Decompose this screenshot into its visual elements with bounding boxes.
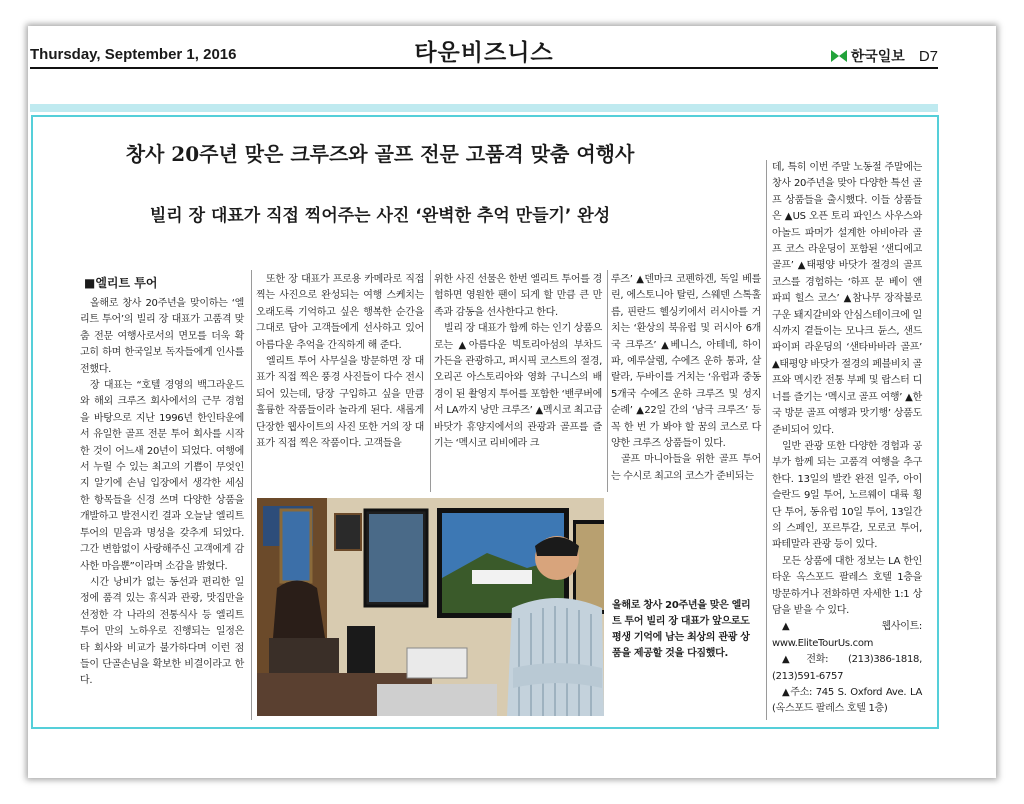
article-photo [257,498,604,716]
contact-website: ▲웹사이트: www.EliteTourUs.com [772,621,922,649]
office-photo-illustration [257,498,604,716]
byline: ■엘리트 투어 [84,276,158,290]
paragraph: 골프 마니아들을 위한 골프 투어는 수시로 최고의 코스가 준비되는 [611,454,761,482]
ad-top-band [30,104,938,112]
section-title: 타운비즈니스 [414,40,554,66]
article-headline: 창사 20주년 맞은 크루즈와 골프 전문 고품격 맞춤 여행사 [125,142,635,166]
page-header [30,34,938,64]
article-column-3 [434,272,602,452]
article-column-5 [772,160,922,718]
masthead-brand [831,46,938,66]
article-column-1 [80,296,244,690]
article-subhead: 빌리 장 대표가 직접 찍어주는 사진 ‘완벽한 추억 만들기’ 완성 [149,206,611,226]
column-divider [251,270,252,720]
paragraph: 루즈’ ▲덴마크 코펜하겐, 독일 베를린, 에스토니아 탈린, 스웨덴 스톡홀름, 핀란드 헬싱키에서 러시아를 거치는 ‘환상의 북유럽 및 러시아 6개국 크루즈’ ▲베니스, 아테네, 하이파, 예루살렘, 수에즈 운하 통과, 살랄라, 두바이를 거치는 ‘유럽과 중동 5개국 수에즈 운하 크루즈 및 성지순례’ ▲22일 간의 ‘남극 크루즈’ 등 꼭 한 번 가 봐야 할 꿈의 코스로 다양한 크루즈 상품들이 있다. [611,274,761,450]
column-divider [607,270,608,492]
paragraph: 엘리트 투어 사무실을 방문하면 장 대표가 직접 찍은 풍경 사진들이 다수 전시되어 있는데, 당장 구입하고 싶을 만큼 훌륭한 작품들이라 놀라게 된다. 새롭게 단장한 웹사이트의 사진 또한 거의 장 대표가 직접 찍은 작품이다. 고객들을 [256,356,424,450]
paragraph: 빌리 장 대표가 함께 하는 인기 상품으로는 ▲아름다운 빅토리아섬의 부차드 가든을 관광하고, 퍼시픽 코스트의 절경, 오리곤 아스토리아와 영화 구니스의 배경이 된 촬영지 투어를 포함한 ‘밴쿠버에서 LA까지 낭만 크루즈’ ▲멕시코 최고급 바닷가 휴양지에서의 관광과 골프를 즐기는 ‘멕시코 리비에라 크 [434,323,602,450]
hankook-ilbo-logo-icon [831,50,847,62]
paragraph: 올해로 창사 20주년을 맞이하는 ‘엘리트 투어’의 빌리 장 대표가 고품격 맞춤 전문 여행사로서의 면모를 더욱 확고히 하며 한국일보 독자들에게 인사를 전했다. [80,298,244,375]
column-divider [766,160,767,720]
paragraph: 위한 사진 선물은 한번 엘리트 투어를 경험하면 영원한 팬이 되게 할 만큼 큰 만족과 감동을 선사한다고 한다. [434,274,602,318]
photo-caption: 올해로 창사 20주년을 맞은 엘리트 투어 빌리 장 대표가 앞으로도 평생 기억에 남는 최상의 관광 상품을 제공할 것을 다짐했다. [612,600,751,659]
contact-address: ▲주소: 745 S. Oxford Ave. LA (옥스포드 팔레스 호텔 1층) [772,687,922,715]
column-divider [430,270,431,492]
brand-name: 한국일보 [850,49,905,65]
paragraph: 모든 상품에 대한 정보는 LA 한인타운 옥스포드 팔레스 호텔 1층을 방문하거나 전화하면 자세한 1:1 상담을 받을 수 있다. [772,555,922,616]
article-column-4 [611,272,761,485]
page-number: D7 [918,47,938,65]
paragraph: 장 대표는 “호텔 경영의 백그라운드와 해외 크루즈 회사에서의 근무 경험을 바탕으로 지난 1996년 한인타운에서 유일한 골프 전문 투어 회사를 시작한 것이 어느새 20년이 되었다. 여행에서 누릴 수 있는 최고의 기쁨이 무엇인지 알기에 손님 입장에서 생각한 세심한 항목들을 신경 쓰며 다양한 상품을 개발하고 발전시킨 결과 오늘날 엘리트 투어의 믿음과 명성을 갖추게 되었다. 그간 변함없이 사랑해주신 고객에게 감사한 마음뿐”이라며 소감을 밝혔다. [80,380,244,572]
paragraph: 데, 특히 이번 주말 노동절 주말에는 창사 20주년을 맞아 다양한 특선 골프 상품들을 출시했다. 이들 상품들은 ▲US 오픈 토리 파인스 사우스와 아놀드 파머가 설계한 아비아라 골프 코스 라운딩이 포함된 ‘샌디에고 골프’ ▲태평양 바닷가 절경의 골프코스를 경험하는 ‘하프 문 베이 앤 파피 힐스 코스’ ▲참나무 장작불로 구운 돼지갈비와 안심스테이크에 일식까지 곁들이는 모나크 듄스, 샌드파이퍼 라운딩의 ‘샌타바바라 골프’ ▲태평양 바닷가 절경의 페블비치 골프와 멕시칸 전통 부페 및 랍스터 디너를 즐기는 ‘멕시코 골프 여행’ ▲한국 방문 골프 여행과 맛기행’ 상품도 준비되어 있다. [772,162,922,436]
header-rule [30,67,938,69]
contact-phone: ▲전화: (213)386-1818, (213)591-6757 [772,654,922,682]
paragraph: 또한 장 대표가 프로용 카메라로 직접 찍는 사진으로 완성되는 여행 스케치는 오래도록 기억하고 싶은 행복한 순간을 그대로 담아 고객들에게 선사하고 있어 아름다운 추억을 간직하게 해 준다. [256,274,424,351]
article-column-2 [256,272,424,452]
paragraph: 시간 낭비가 없는 동선과 편리한 일정에 품격 있는 휴식과 관광, 맛집만을 선정한 각 나라의 전통식사 등 엘리트 투어 만의 노하우로 진행되는 일정은 타 회사와 비교가 불가하다며 이런 점들이 단골손님을 확보한 비결이라고 한다. [80,576,244,687]
paragraph: 일반 관광 또한 다양한 경험과 공부가 함께 되는 고품격 여행을 추구한다. 13일의 발칸 완전 일주, 아이슬란드 9일 투어, 노르웨이 대륙 횡단 투어, 동유럽 10일 투어, 13일간의 스페인, 포르투갈, 모로코 투어, 파테말라 관광 등이 있다. [772,440,922,551]
issue-date: Thursday, September 1, 2016 [30,46,237,63]
